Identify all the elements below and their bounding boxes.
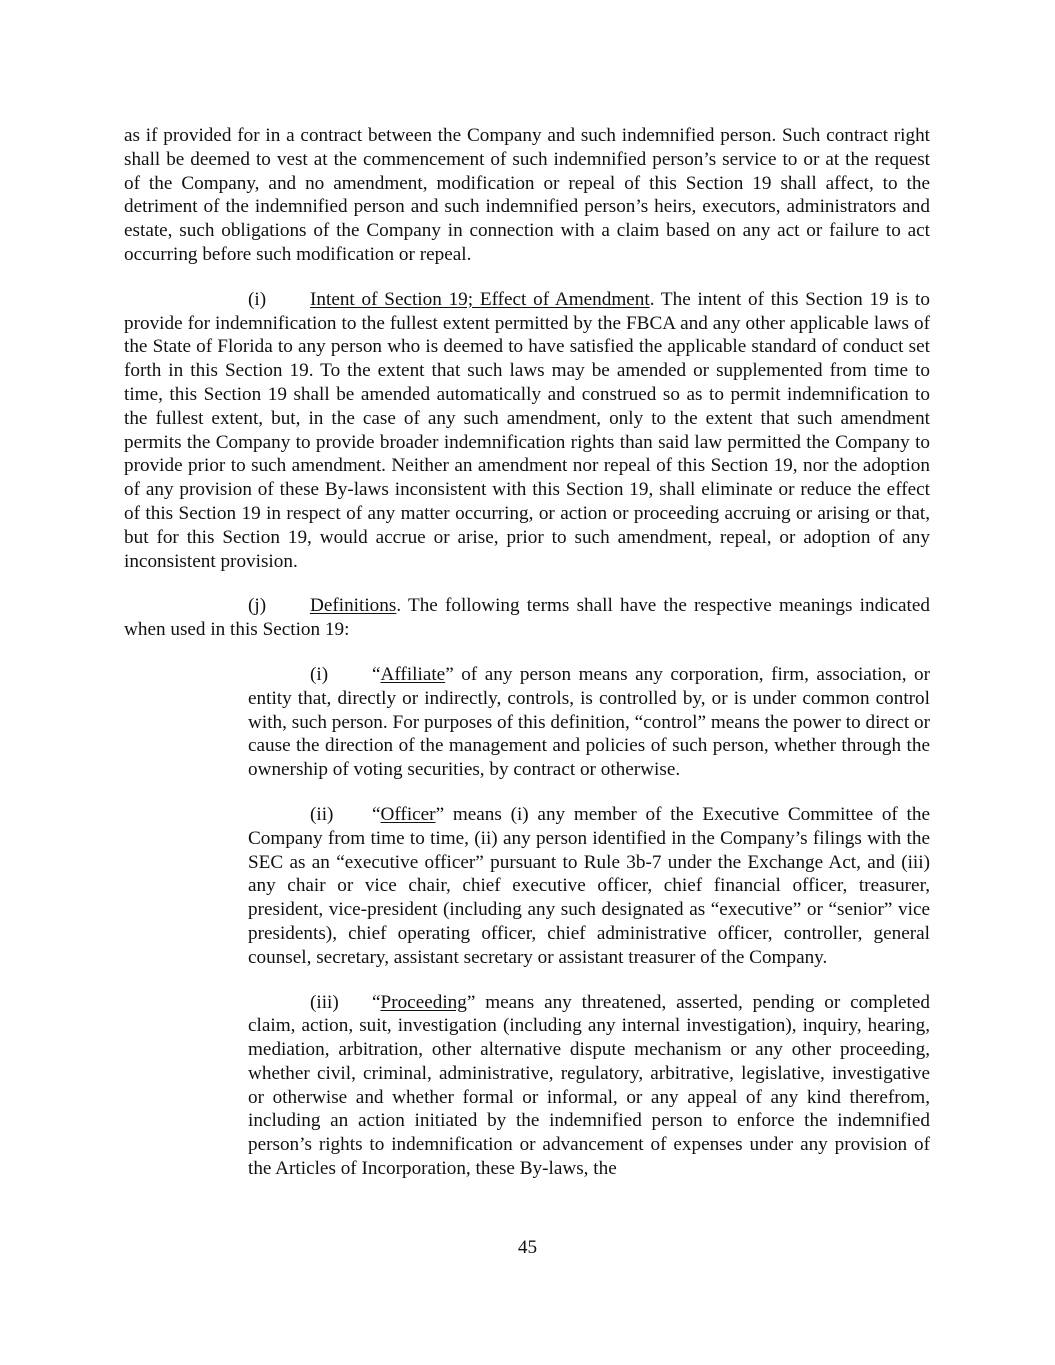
definition-text: ” means (i) any member of the Executive Committee of the Company from time to time, (ii) any person identified in the Company’s filings with the SEC as an “executive officer” pursuant to Rule 3b-7 under the Exchange Act, and (iii) any chair or vice chair, chief executive officer, chief financial officer, treasurer, president, vice-president (including any such designated as “executive” or “senior” vice presidents), chief operating officer, chief administrative officer, controller, general counsel, secretary, assistant secretary or assistant treasurer of the Company. [248, 803, 930, 968]
definition-term: Proceeding [380, 991, 467, 1013]
definition-label: (iii) [310, 991, 339, 1013]
continuation-paragraph [124, 124, 930, 267]
definition-proceeding [248, 991, 930, 1181]
definition-affiliate [248, 663, 930, 782]
definition-text: ” of any person means any corporation, firm, association, or entity that, directly or indirectly, controls, is controlled by, or is under common control with, such person. For purposes of this definition, “control” means the power to direct or cause the direction of the management and policies of such person, whether through the ownership of voting securities, by contract or otherwise. [248, 663, 930, 781]
definition-label: (i) [310, 663, 329, 685]
definition-text: ” means any threatened, asserted, pending or completed claim, action, suit, investigation (including any internal investigation), inquiry, hearing, mediation, arbitration, other alternative dispute mechanism or any other proceeding, whether civil, criminal, administrative, regulatory, arbitrative, legislative, investigative or otherwise and whether formal or informal, or any appeal of any kind therefrom, including an action initiated by the indemnified person to enforce the indemnified person’s rights to indemnification or advancement of expenses under any provision of the Articles of Incorporation, these By-laws, the [248, 991, 930, 1180]
section-i-label: (i) [248, 288, 267, 310]
definition-open-quote: “ [372, 803, 381, 825]
section-i-text: . The intent of this Section 19 is to provide for indemnification to the fullest extent permitted by the FBCA and any other applicable laws of the State of Florida to any person who is deemed to have satisfied the applicable standard of conduct set forth in this Section 19. To the extent that such laws may be amended or supplemented from time to time, this Section 19 shall be amended automatically and construed so as to permit indemnification to the fullest extent, but, in the case of any such amendment, only to the extent that such amendment permits the Company to provide broader indemnification rights than said law permitted the Company to provide prior to such amendment. Neither an amendment nor repeal of this Section 19, nor the adoption of any provision of these By-laws inconsistent with this Section 19, shall eliminate or reduce the effect of this Section 19 in respect of any matter occurring, or action or proceeding accruing or arising or that, but for this Section 19, would accrue or arise, prior to such amendment, repeal, or adoption of any inconsistent provision. [124, 288, 930, 572]
definition-open-quote: “ [372, 663, 381, 685]
definition-term: Affiliate [380, 663, 446, 685]
definition-term: Officer [380, 803, 436, 825]
section-j-heading: Definitions [310, 595, 397, 617]
continuation-text: as if provided for in a contract between the Company and such indemnified person. Such contract right shall be deemed to vest at the commencement of such indemnified person’s service to or at the request of the Company, and no amendment, modification or repeal of this Section 19 shall affect, to the detriment of the indemnified person and such indemnified person’s heirs, executors, administrators and estate, such obligations of the Company in connection with a claim based on any act or failure to act occurring before such modification or repeal. [124, 125, 930, 265]
section-i-paragraph [124, 288, 930, 574]
page-number: 45 [517, 1237, 538, 1258]
document-body [124, 124, 930, 1181]
definition-officer [248, 803, 930, 970]
section-j-text: . The following terms shall have the respective meanings indicated when used in this Section 19: [124, 595, 930, 641]
section-i-heading: Intent of Section 19; Effect of Amendment [310, 288, 650, 310]
section-j-paragraph [124, 594, 930, 642]
definition-open-quote: “ [372, 991, 381, 1013]
section-j-label: (j) [248, 595, 267, 617]
definition-label: (ii) [310, 803, 334, 825]
